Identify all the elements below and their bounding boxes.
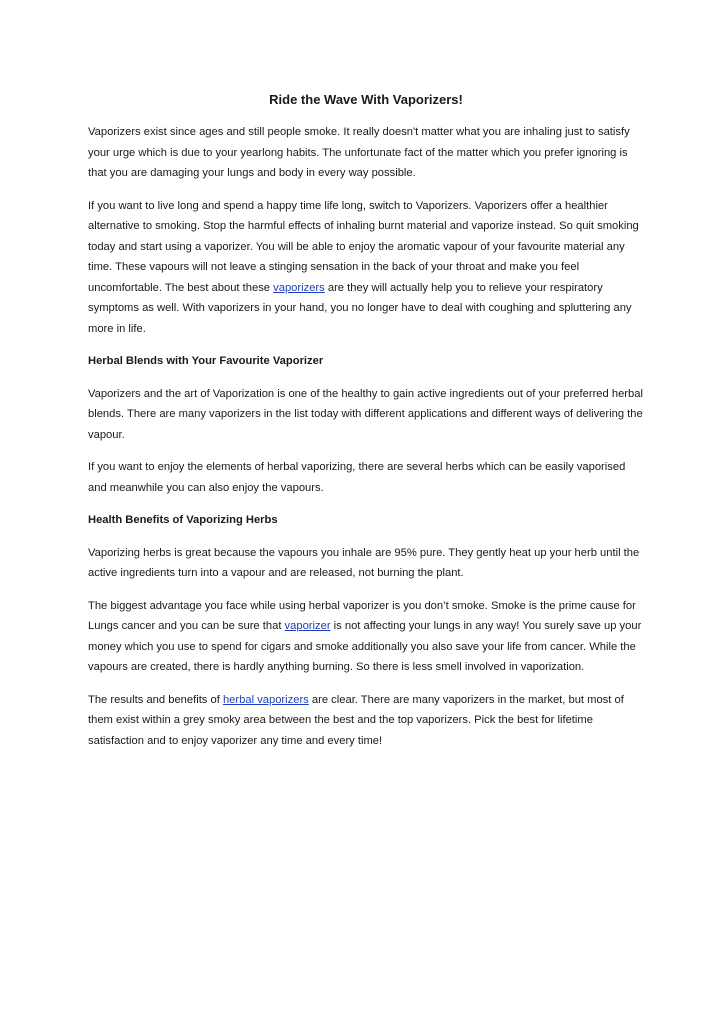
vaporizers-link[interactable]: vaporizers <box>273 281 325 294</box>
paragraph-text: If you want to live long and spend a happy time life long, switch to Vaporizers. Vaporizers offer a healthier alternative to smoking. Stop the harmful effects of inhaling burnt material and vaporize instead. So quit smoking today and start using a vaporizer. You will be able to enjoy the aromatic vapour of your favourite material any time. These vapours will not leave a stinging sensation in the back of your throat and make you feel uncomfortable. The best about these <box>88 199 639 294</box>
section-heading-health-benefits: Health Benefits of Vaporizing Herbs <box>88 514 278 526</box>
advantage-paragraph <box>88 596 644 678</box>
intro-paragraph: Vaporizers exist since ages and still people smoke. It really doesn't matter what you are inhaling just to satisfy your urge which is due to your yearlong habits. The unfortunate fact of the matter which you prefer ignoring is that you are damaging your lungs and body in every way possible. <box>88 126 630 179</box>
herbal-blends-paragraph: Vaporizers and the art of Vaporization is one of the healthy to gain active ingredients out of your preferred herbal blends. There are many vaporizers in the list today with different applications and different ways of delivering the vapour. <box>88 387 643 441</box>
document-page <box>88 90 644 763</box>
herbal-vaporizers-link[interactable]: herbal vaporizers <box>222 693 309 706</box>
results-paragraph <box>88 690 644 752</box>
paragraph-text: are clear. There are many vaporizers in the market, but most of them exist within a grey smoky area between the best and the top vaporizers. Pick the best for lifetime satisfaction and to enjoy vaporizer any time and every time! <box>88 693 624 747</box>
vaporizing-herbs-paragraph: Vaporizing herbs is great because the vapours you inhale are 95% pure. They gently heat up your herb until the active ingredients turn into a vapour and are released, not burning the plant. <box>88 546 640 579</box>
paragraph-text: are they will actually help you to relieve your respiratory symptoms as well. With vaporizers in your hand, you no longer have to deal with coughing and spluttering any more in life. <box>88 281 632 335</box>
section-heading-herbal-blends: Herbal Blends with Your Favourite Vaporizer <box>88 355 324 367</box>
document-title: Ride the Wave With Vaporizers! <box>269 92 463 107</box>
herbal-vaporizing-paragraph: If you want to enjoy the elements of herbal vaporizing, there are several herbs which can be easily vaporised and meanwhile you can also enjoy the vapours. <box>88 461 626 494</box>
paragraph-text: The results and benefits of <box>88 693 223 706</box>
switch-paragraph <box>88 196 644 340</box>
paragraph-text: The biggest advantage you face while using herbal vaporizer is you don’t smoke. Smoke is the prime cause for Lungs cancer and you can be sure that <box>88 599 636 632</box>
vaporizer-link[interactable]: vaporizer <box>284 620 331 632</box>
paragraph-text: is not affecting your lungs in any way! You surely save up your money which you use to spend for cigars and smoke additionally you also save your life from cancer. While the vapours are created, there is hardly anything burning. So there is less smell involved in vaporization. <box>88 620 642 673</box>
